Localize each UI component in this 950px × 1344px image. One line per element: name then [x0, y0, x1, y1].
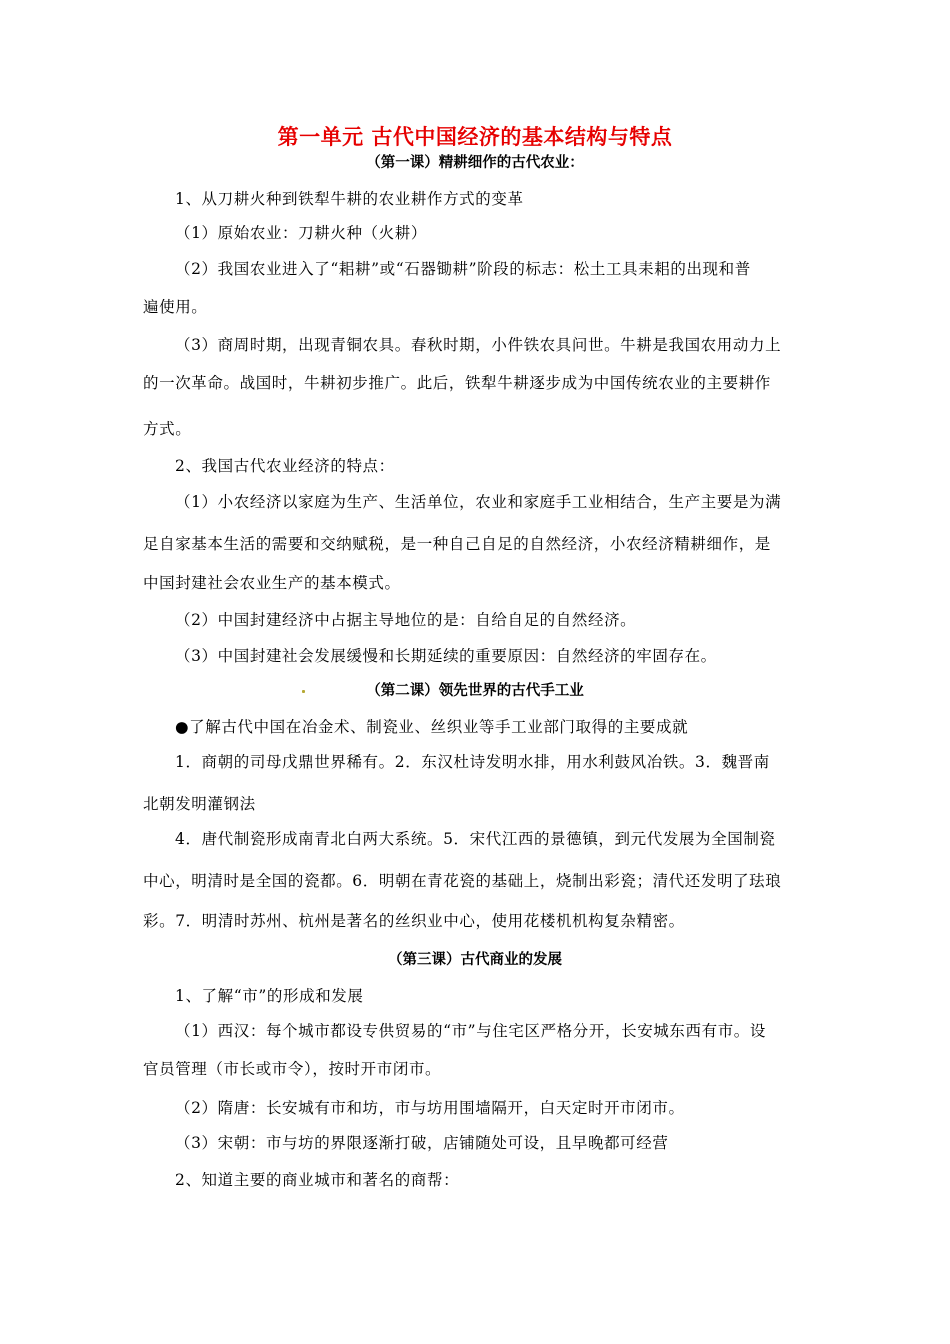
- paragraph-line: 1．商朝的司母戊鼎世界稀有。2．东汉杜诗发明水排，用水利鼓风冶铁。3．魏晋南: [175, 753, 770, 771]
- paragraph-line: 1、从刀耕火种到铁犁牛耕的农业耕作方式的变革: [175, 190, 524, 208]
- paragraph-line: ●了解古代中国在冶金术、制瓷业、丝织业等手工业部门取得的主要成就: [175, 718, 689, 736]
- lesson-3-heading: （第三课）古代商业的发展: [388, 952, 562, 968]
- paragraph-line: （3）商周时期，出现青铜农具。春秋时期，小件铁农具问世。牛耕是我国农用动力上: [175, 336, 782, 354]
- paragraph-line: （1）原始农业：刀耕火种（火耕）: [175, 224, 427, 242]
- paragraph-line: 中国封建社会农业生产的基本模式。: [143, 574, 401, 592]
- paragraph-line: 中心，明清时是全国的瓷都。6．明朝在青花瓷的基础上，烧制出彩瓷；清代还发明了珐琅: [143, 872, 782, 890]
- paragraph-line: 2、我国古代农业经济的特点：: [175, 457, 395, 475]
- paragraph-line: 1、了解“市”的形成和发展: [175, 987, 364, 1005]
- unit-title: 第一单元 古代中国经济的基本结构与特点: [277, 125, 673, 149]
- paragraph-line: 遍使用。: [143, 298, 208, 316]
- paragraph-line: （3）宋朝：市与坊的界限逐渐打破，店铺随处可设，且早晚都可经营: [175, 1134, 669, 1152]
- paragraph-line: 4．唐代制瓷形成南青北白两大系统。5．宋代江西的景德镇，到元代发展为全国制瓷: [175, 830, 776, 848]
- paragraph-line: （1）西汉：每个城市都设专供贸易的“市”与住宅区严格分开，长安城东西有市。设: [175, 1022, 767, 1040]
- lesson-1-heading: （第一课）精耕细作的古代农业：: [366, 155, 584, 171]
- paragraph-line: 的一次革命。战国时，牛耕初步推广。此后，铁犁牛耕逐步成为中国传统农业的主要耕作: [143, 374, 771, 392]
- paragraph-line: （2）隋唐：长安城有市和坊，市与坊用围墙隔开，白天定时开市闭市。: [175, 1099, 685, 1117]
- paragraph-line: 方式。: [143, 420, 192, 438]
- lesson-2-heading: （第二课）领先世界的古代手工业: [366, 683, 584, 699]
- paragraph-line: （3）中国封建社会发展缓慢和长期延续的重要原因：自然经济的牢固存在。: [175, 647, 717, 665]
- paragraph-line: （1）小农经济以家庭为生产、生活单位，农业和家庭手工业相结合，生产主要是为满: [175, 493, 782, 511]
- paragraph-line: 北朝发明灌钢法: [143, 795, 256, 813]
- paragraph-line: 官员管理（市长或市令），按时开市闭市。: [143, 1060, 442, 1078]
- paragraph-line: 足自家基本生活的需要和交纳赋税，是一种自己自足的自然经济，小农经济精耕细作，是: [143, 535, 771, 553]
- paragraph-line: （2）中国封建经济中占据主导地位的是：自给自足的自然经济。: [175, 611, 637, 629]
- paragraph-line: （2）我国农业进入了“耜耕”或“石器锄耕”阶段的标志：松土工具耒耜的出现和普: [175, 260, 751, 278]
- paragraph-line: 彩。7．明清时苏州、杭州是著名的丝织业中心，使用花楼机机构复杂精密。: [143, 912, 685, 930]
- paragraph-line: 2、知道主要的商业城市和著名的商帮：: [175, 1171, 460, 1189]
